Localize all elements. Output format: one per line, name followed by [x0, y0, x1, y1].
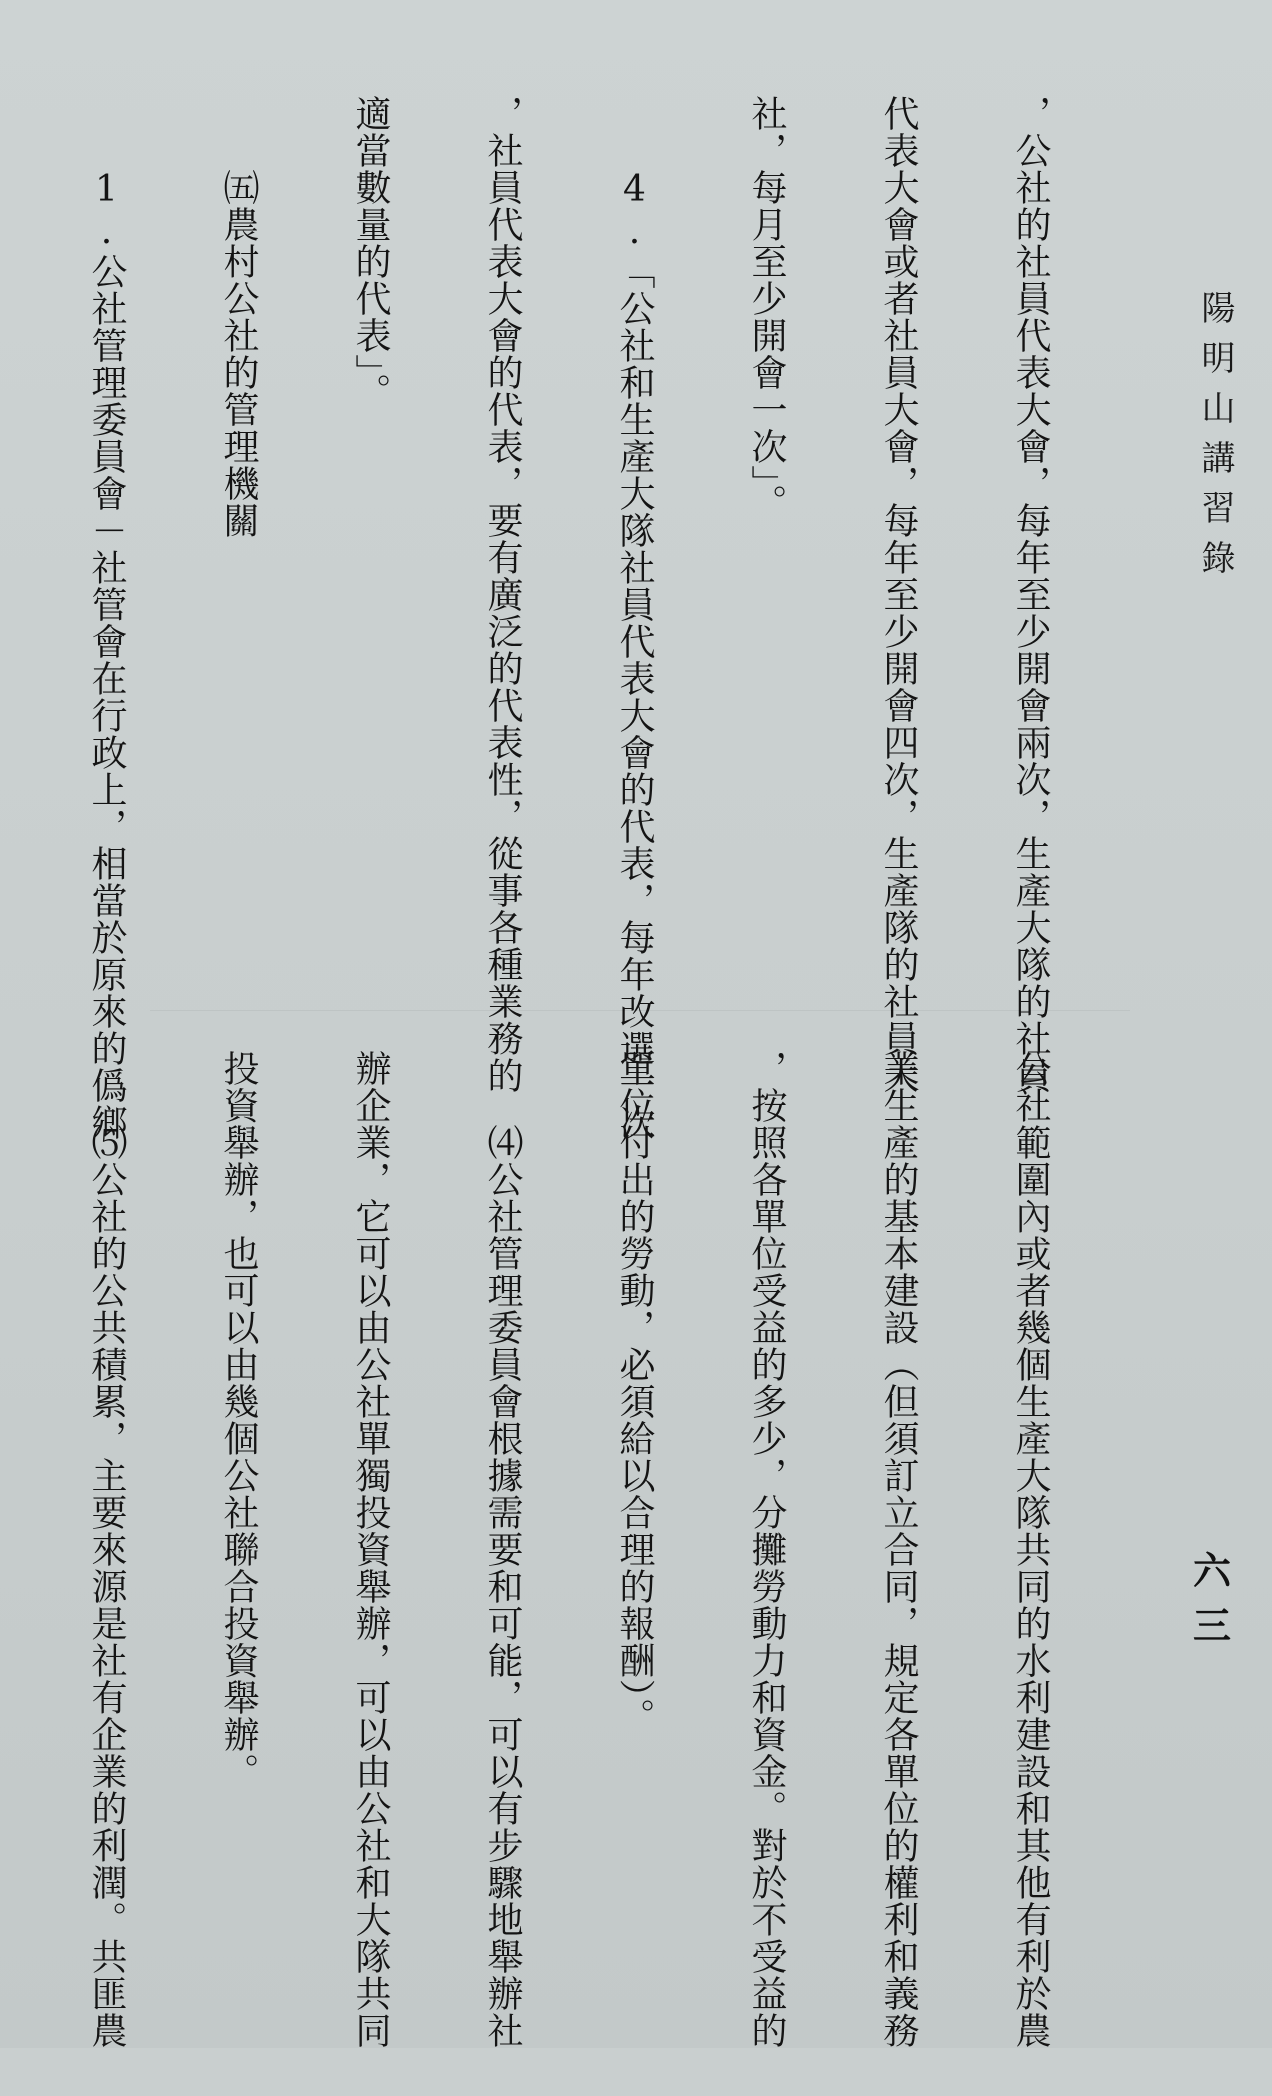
running-header: 陽明山講習錄: [1195, 290, 1235, 590]
text-column: ⑸公社的公共積累，主要來源是社有企業的利潤。共匪農: [86, 1050, 127, 2049]
text-column: 公社範圍內或者幾個生產大隊共同的水利建設和其他有利於農: [1010, 1050, 1051, 2049]
text-column: 業生產的基本建設（但須訂立合同，規定各單位的權利和義務: [878, 1050, 919, 2049]
section-heading: ㈤農村公社的管理機關: [218, 95, 259, 539]
section-divider: [150, 1010, 1130, 1011]
text-column: 1.公社管理委員會－社管會在行政上，相當於原來的僞鄉: [86, 95, 127, 1141]
bottom-text-section: [86, 1050, 1140, 2049]
top-text-section: [86, 95, 1140, 1141]
text-column: 單位付出的勞動，必須給以合理的報酬）。: [614, 1050, 655, 1735]
text-column: 4.「公社和生產大隊社員代表大會的代表，每年改選一次: [614, 95, 655, 1141]
text-column: ，社員代表大會的代表，要有廣泛的代表性，從事各種業務的: [482, 95, 523, 1094]
text-column: ，按照各單位受益的多少，分攤勞動力和資金。對於不受益的: [746, 1050, 787, 2049]
text-column: 投資舉辦，也可以由幾個公社聯合投資舉辦。: [218, 1050, 259, 1790]
text-column: 代表大會或者社員大會，每年至少開會四次，生產隊的社員大: [878, 95, 919, 1094]
text-column: ，公社的社員代表大會，每年至少開會兩次，生產大隊的社員: [1010, 95, 1051, 1094]
text-column: 辦企業，它可以由公社單獨投資舉辦，可以由公社和大隊共同: [350, 1050, 391, 2049]
page-number: 六三: [1192, 1548, 1231, 1648]
text-column: 適當數量的代表」。: [350, 95, 391, 410]
text-column: ⑷公社管理委員會根據需要和可能，可以有步驟地舉辦社: [482, 1050, 523, 2049]
text-column: 社，每月至少開會一次」。: [746, 95, 787, 521]
